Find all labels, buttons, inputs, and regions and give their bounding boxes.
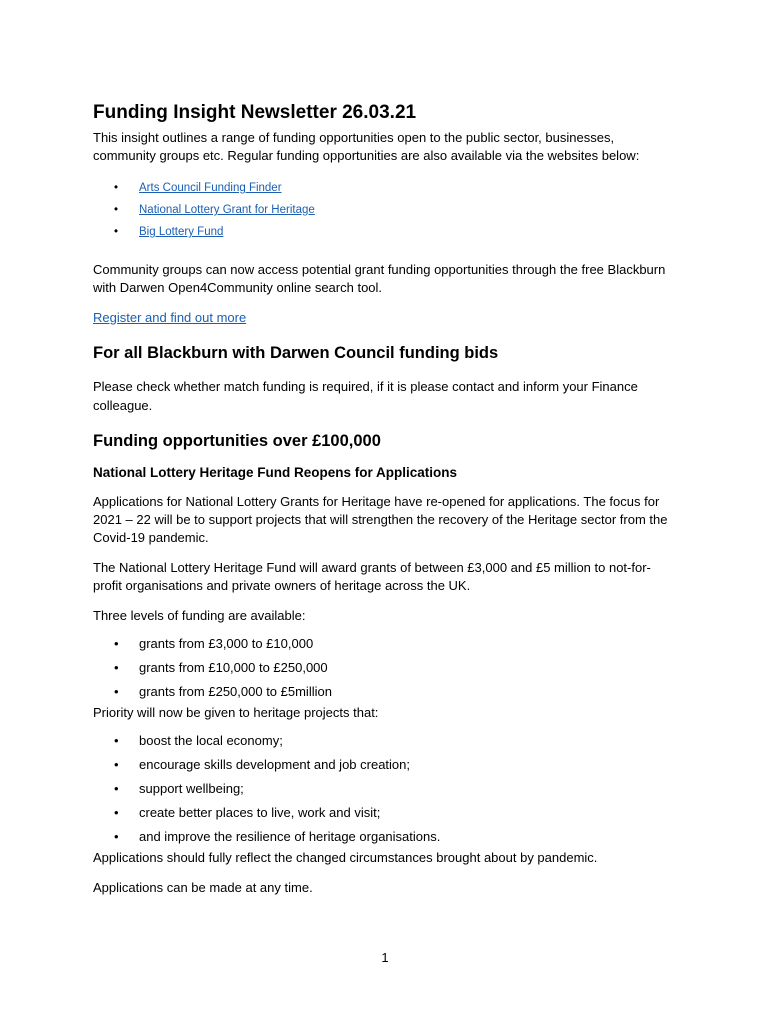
- national-lottery-heritage-link[interactable]: National Lottery Grant for Heritage: [139, 204, 315, 216]
- reflect-paragraph: Applications should fully reflect the changed circumstances brought about by pandemic.: [93, 850, 598, 865]
- priority-text: boost the local economy;: [139, 733, 283, 748]
- intro-paragraph: This insight outlines a range of funding opportunities open to the public sector, businesses, community groups etc. Regular funding opportunities are also available via the websites below:: [93, 130, 640, 163]
- list-item: [93, 825, 673, 849]
- list-item: [93, 777, 673, 801]
- list-item: [93, 680, 673, 704]
- funding-links-list: [93, 177, 673, 243]
- bullet-icon: •: [114, 182, 119, 194]
- community-paragraph: Community groups can now access potential grant funding opportunities through the free Blackburn with Darwen Open4Community online search tool.: [93, 262, 666, 295]
- list-item: [93, 221, 673, 243]
- bullet-icon: •: [114, 781, 119, 796]
- bullet-icon: •: [114, 757, 119, 772]
- bullet-icon: •: [114, 226, 119, 238]
- register-link[interactable]: Register and find out more: [93, 310, 247, 325]
- list-item: [93, 753, 673, 777]
- priority-text: encourage skills development and job creation;: [139, 757, 411, 772]
- page-title: Funding Insight Newsletter 26.03.21: [93, 102, 417, 123]
- council-heading: For all Blackburn with Darwen Council funding bids: [93, 344, 499, 362]
- priorities-list: [93, 729, 673, 849]
- priority-text: support wellbeing;: [139, 781, 244, 796]
- list-item: [93, 656, 673, 680]
- nlhf-paragraph-2: The National Lottery Heritage Fund will award grants of between £3,000 and £5 million to not-for-profit organisations and private owners of heritage across the UK.: [93, 560, 651, 593]
- register-line: [93, 309, 673, 327]
- bullet-icon: •: [114, 636, 119, 651]
- bullet-icon: •: [114, 684, 119, 699]
- council-paragraph: Please check whether match funding is required, if it is please contact and inform your Finance colleague.: [93, 379, 638, 413]
- list-item: [93, 632, 673, 656]
- bullet-icon: •: [114, 805, 119, 820]
- bullet-icon: •: [114, 660, 119, 675]
- nlhf-heading: National Lottery Heritage Fund Reopens for Applications: [93, 465, 458, 480]
- priority-text: and improve the resilience of heritage organisations.: [139, 829, 441, 844]
- page-number: 1: [381, 950, 389, 965]
- over-100k-heading: Funding opportunities over £100,000: [93, 432, 381, 450]
- priority-text: create better places to live, work and visit;: [139, 805, 381, 820]
- level-text: grants from £3,000 to £10,000: [139, 636, 314, 651]
- list-item: [93, 801, 673, 825]
- list-item: [93, 177, 673, 199]
- bullet-icon: •: [114, 733, 119, 748]
- funding-levels-list: [93, 632, 673, 704]
- anytime-paragraph: Applications can be made at any time.: [93, 880, 313, 895]
- list-item: [93, 729, 673, 753]
- arts-council-link[interactable]: Arts Council Funding Finder: [139, 182, 282, 194]
- levels-intro: Three levels of funding are available:: [93, 608, 306, 623]
- priority-intro: Priority will now be given to heritage projects that:: [93, 705, 379, 720]
- big-lottery-fund-link[interactable]: Big Lottery Fund: [139, 226, 224, 238]
- bullet-icon: •: [114, 204, 119, 216]
- level-text: grants from £250,000 to £5million: [139, 684, 332, 699]
- list-item: [93, 199, 673, 221]
- bullet-icon: •: [114, 829, 119, 844]
- level-text: grants from £10,000 to £250,000: [139, 660, 328, 675]
- nlhf-paragraph-1: Applications for National Lottery Grants for Heritage have re-opened for applications. The focus for 2021 – 22 will be to support projects that will strengthen the recovery of the Heritage sector from the Covid-19 pandemic.: [93, 494, 668, 545]
- document-page: [93, 100, 673, 897]
